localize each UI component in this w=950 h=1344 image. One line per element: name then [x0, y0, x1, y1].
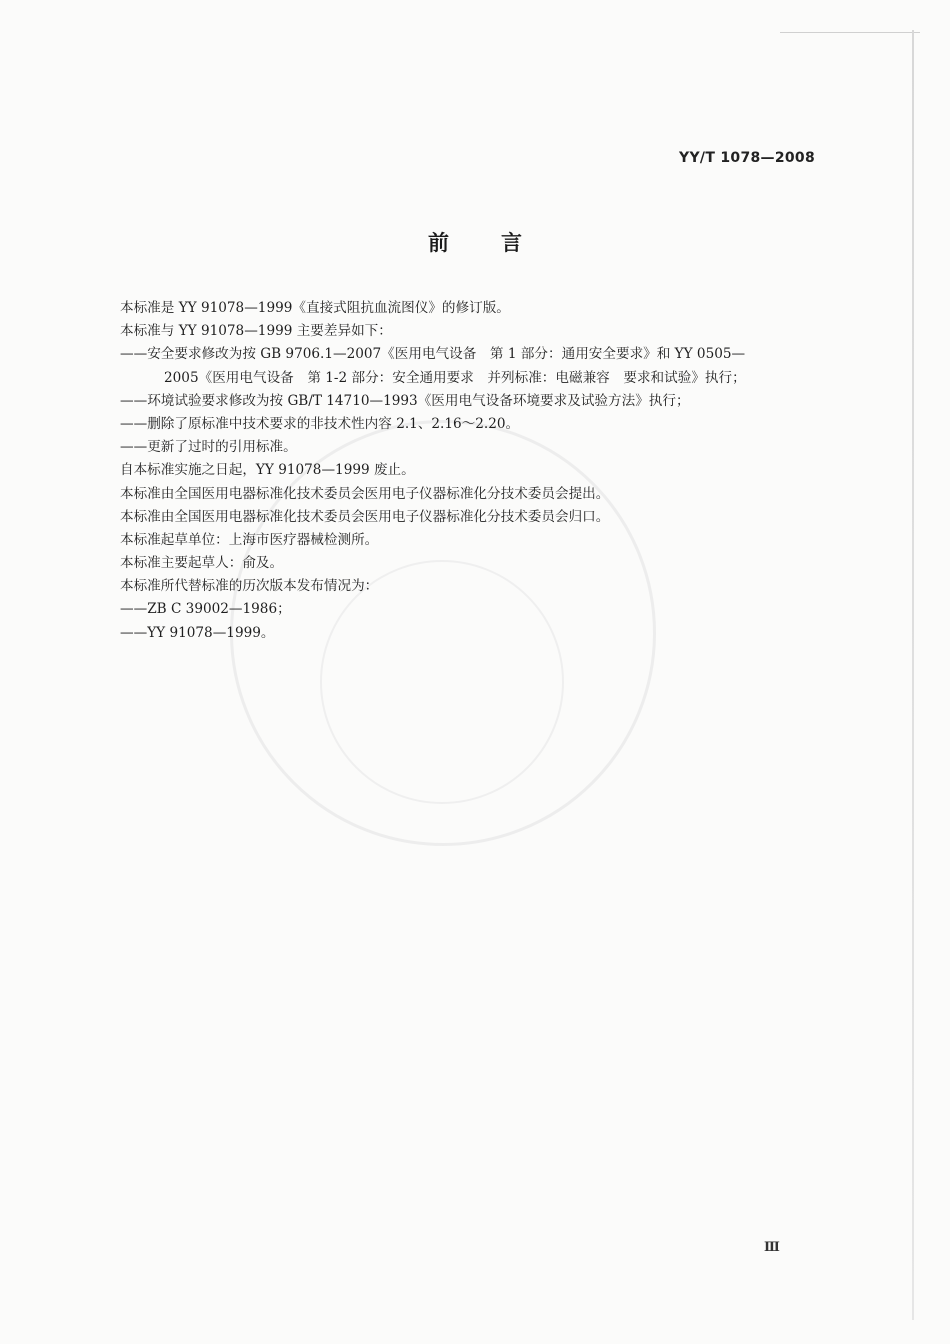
paragraph: 本标准所代替标准的历次版本发布情况为： — [120, 578, 379, 595]
list-item: ——安全要求修改为按 GB 9706.1—2007《医用电气设备 第 1 部分：通用安全要求》和 YY 0505— — [120, 346, 746, 363]
list-item: ——删除了原标准中技术要求的非技术性内容 2.1、2.16～2.20。 — [120, 415, 520, 432]
scan-edge-right — [912, 30, 914, 1320]
list-item: ——ZB C 39002—1986； — [120, 601, 291, 618]
standard-code: YY/T 1078—2008 — [679, 150, 815, 166]
page-title: 前言 — [428, 231, 574, 255]
scan-edge-top — [780, 32, 920, 33]
list-item: ——YY 91078—1999。 — [120, 624, 275, 641]
foreword-body — [120, 297, 820, 645]
page-number: Ⅲ — [764, 1240, 780, 1255]
paragraph: 本标准主要起草人：俞及。 — [120, 555, 284, 572]
list-item: ——更新了过时的引用标准。 — [120, 439, 297, 456]
paragraph: 本标准是 YY 91078—1999《直接式阻抗血流图仪》的修订版。 — [120, 300, 510, 316]
paragraph: 本标准由全国医用电器标准化技术委员会医用电子仪器标准化分技术委员会归口。 — [120, 508, 610, 525]
paragraph: 自本标准实施之日起，YY 91078—1999 废止。 — [120, 462, 415, 479]
paragraph: 本标准与 YY 91078—1999 主要差异如下： — [120, 323, 392, 340]
paragraph: 本标准起草单位：上海市医疗器械检测所。 — [120, 531, 379, 548]
list-item: ——环境试验要求修改为按 GB/T 14710—1993《医用电气设备环境要求及试验方法》执行； — [120, 392, 690, 409]
paragraph: 本标准由全国医用电器标准化技术委员会医用电子仪器标准化分技术委员会提出。 — [120, 485, 610, 502]
list-item-continuation: 2005《医用电气设备 第 1-2 部分：安全通用要求 并列标准：电磁兼容 要求和试验》执行； — [164, 369, 746, 386]
